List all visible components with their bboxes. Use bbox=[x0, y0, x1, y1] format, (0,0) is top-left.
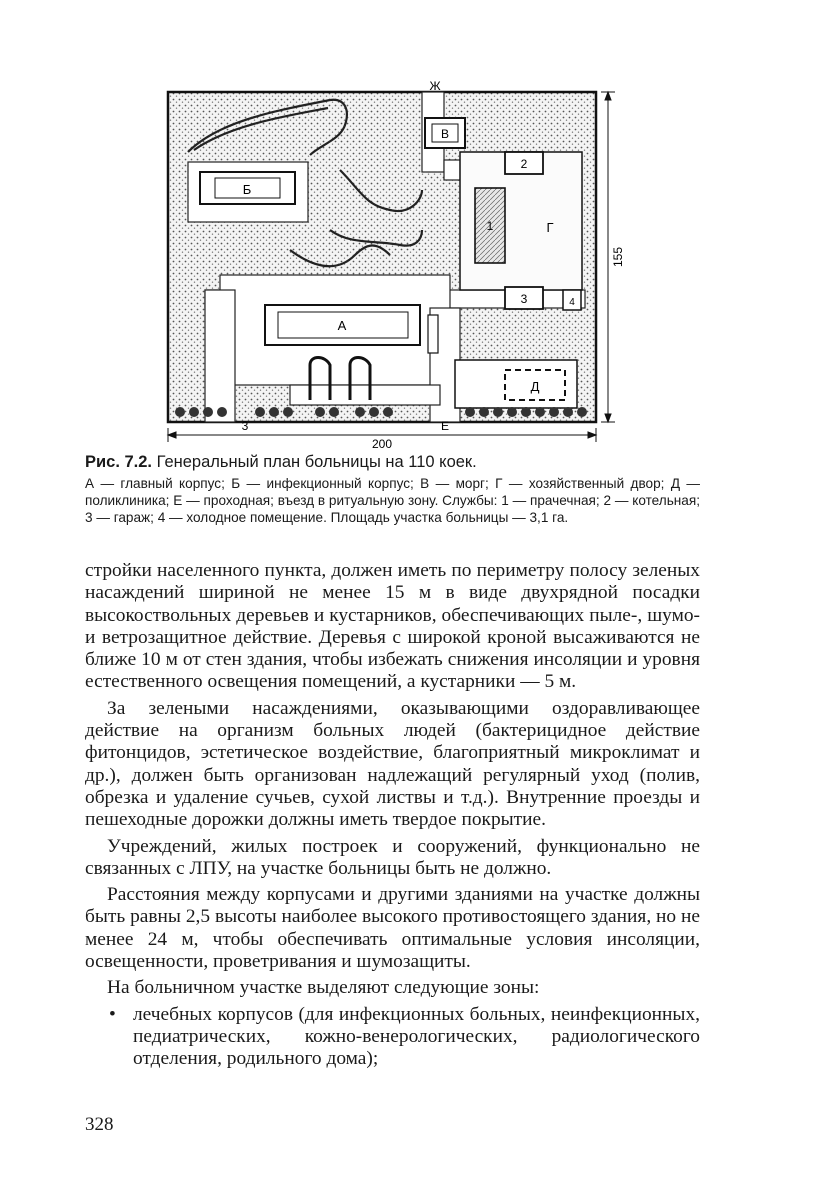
label-b: Б bbox=[242, 182, 252, 197]
polyclinic-d bbox=[455, 360, 577, 408]
label-e: Е bbox=[440, 419, 450, 433]
label-d: Д bbox=[530, 379, 540, 394]
list-item bbox=[85, 1004, 700, 1071]
label-g: Г bbox=[546, 220, 554, 235]
paragraph-1: стройки населенного пункта, должен иметь по периметру полосу зеленых насаждений шириной не менее 15 м в виде двухрядной посадки высокоствольных деревьев и кустарников, обеспечивающих пыле-, шумо- и ветрозащитное действие. Деревья с широкой кроной высаживаются не ближе 10 м от стен здания, чтобы избежать снижения инсоляции и уровня естественного освещения помещений, а кустарники — 5 м. bbox=[85, 560, 700, 693]
bullet-icon: • bbox=[109, 1003, 116, 1025]
dimension-height-label: 155 bbox=[611, 246, 625, 268]
paragraph-5: На больничном участке выделяют следующие зоны: bbox=[107, 977, 540, 999]
dimension-width-label: 200 bbox=[371, 437, 393, 450]
label-gate-3: 3 bbox=[241, 419, 249, 433]
figure-caption bbox=[85, 452, 700, 526]
label-a: А bbox=[337, 318, 347, 333]
figure-legend: А — главный корпус; Б — инфекционный корпус; В — морг; Г — хозяйственный двор; Д — поликлиника; Е — проходная; въезд в ритуальную зону. Службы: 1 — прачечная; 2 — котельная; 3 — гараж; 4 — холодное помещение. Площадь участка больницы — 3,1 га. bbox=[85, 476, 700, 525]
page-number: 328 bbox=[85, 1114, 114, 1135]
figure-title: Генеральный план больницы на 110 коек. bbox=[156, 453, 477, 471]
paragraph-2: За зелеными насаждениями, оказывающими оздоравливающее действие на организм больных людей (бактерицидное действие фитонцидов, эстетическое воздействие, благоприятный микроклимат и др.), должен быть организован надлежащий регулярный уход (полив, обрезка и удаление сучьев, сухой листвы и т.д.). Внутренние проезды и пешеходные дорожки должны иметь твердое покрытие. bbox=[85, 697, 700, 831]
body-text bbox=[85, 560, 700, 1071]
list-item-text: лечебных корпусов (для инфекционных больных, неинфекционных, педиатрических, кожно-венерологических, радиологического отделения, родильного дома); bbox=[133, 1003, 700, 1070]
paragraph-4: Расстояния между корпусами и другими зданиями на участке должны быть равны 2,5 высоты наиболее высокого противостоящего здания, но не менее 24 м, чтобы обеспечивать оптимальные условия инсоляции, освещенности, проветривания и шумозащиты. bbox=[85, 884, 700, 973]
label-s3: 3 bbox=[520, 292, 528, 306]
label-s4: 4 bbox=[569, 297, 575, 308]
label-v: В bbox=[440, 127, 450, 141]
figure-number: Рис. 7.2. bbox=[85, 453, 153, 471]
zone-list bbox=[85, 1004, 700, 1071]
caption-title-line bbox=[85, 452, 700, 473]
label-s2: 2 bbox=[520, 157, 528, 171]
label-zh: Ж bbox=[429, 80, 441, 93]
hospital-site-plan bbox=[160, 80, 630, 450]
label-s1: 1 bbox=[486, 219, 494, 233]
paragraph-3: Учреждений, жилых построек и сооружений, функционально не связанных с ЛПУ, на участке больницы быть не должно. bbox=[85, 835, 700, 879]
